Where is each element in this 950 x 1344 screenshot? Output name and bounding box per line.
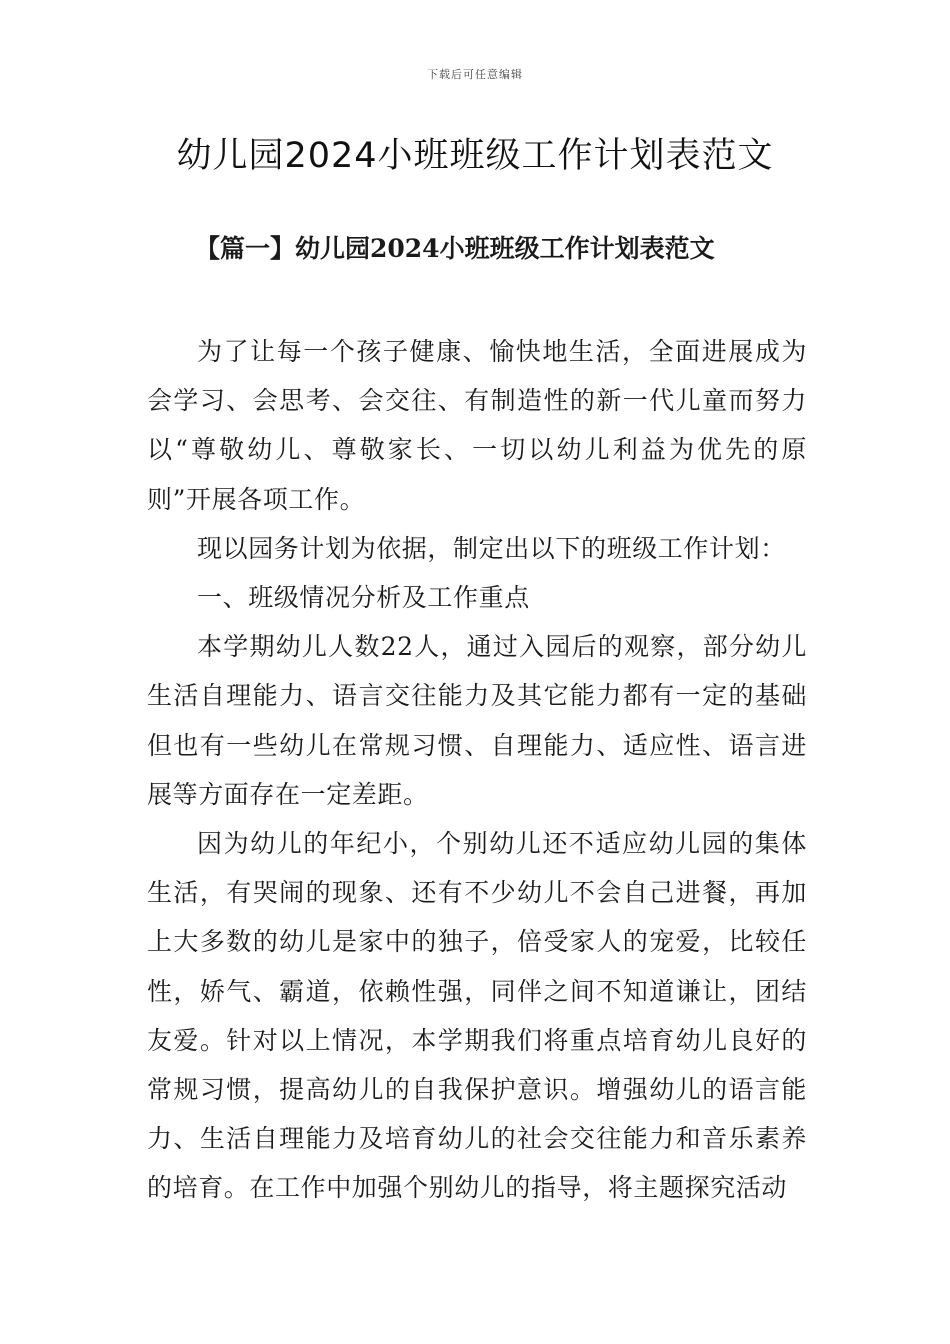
- header-note: 下载后可任意编辑: [427, 68, 523, 81]
- document-body: [147, 327, 807, 1213]
- document-title: 幼儿园2024小班班级工作计划表范文: [176, 136, 774, 176]
- paragraph-work-focus: 因为幼儿的年纪小，个别幼儿还不适应幼儿园的集体生活，有哭闹的现象、还有不少幼儿不会自己进餐，再加上大多数的幼儿是家中的独子，倍受家人的宠爱，比较任性，娇气、霸道，依赖性强，同伴之间不知道谦让，团结友爱。针对以上情况，本学期我们将重点培育幼儿良好的常规习惯，提高幼儿的自我保护意识。增强幼儿的语言能力、生活自理能力及培育幼儿的社会交往能力和音乐素养的培育。在工作中加强个别幼儿的指导，将主题探究活动: [147, 829, 807, 1203]
- paragraph-plan-basis: 现以园务计划为依据，制定出以下的班级工作计划：: [197, 533, 786, 563]
- paragraph-intro: 为了让每一个孩子健康、愉快地生活，全面进展成为会学习、会思考、会交往、有制造性的新一代儿童而努力以“尊敬幼儿、尊敬家长、一切以幼儿利益为优先的原则”开展各项工作。: [147, 337, 807, 514]
- paragraph-heading-class-analysis: 一、班级情况分析及工作重点: [197, 583, 530, 613]
- paragraph-class-status: 本学期幼儿人数22人，通过入园后的观察，部分幼儿生活自理能力、语言交往能力及其它能力都有一定的基础但也有一些幼儿在常规习惯、自理能力、适应性、语言进展等方面存在一定差距。: [147, 632, 807, 809]
- section-title: 【篇一】幼儿园2024小班班级工作计划表范文: [195, 234, 715, 263]
